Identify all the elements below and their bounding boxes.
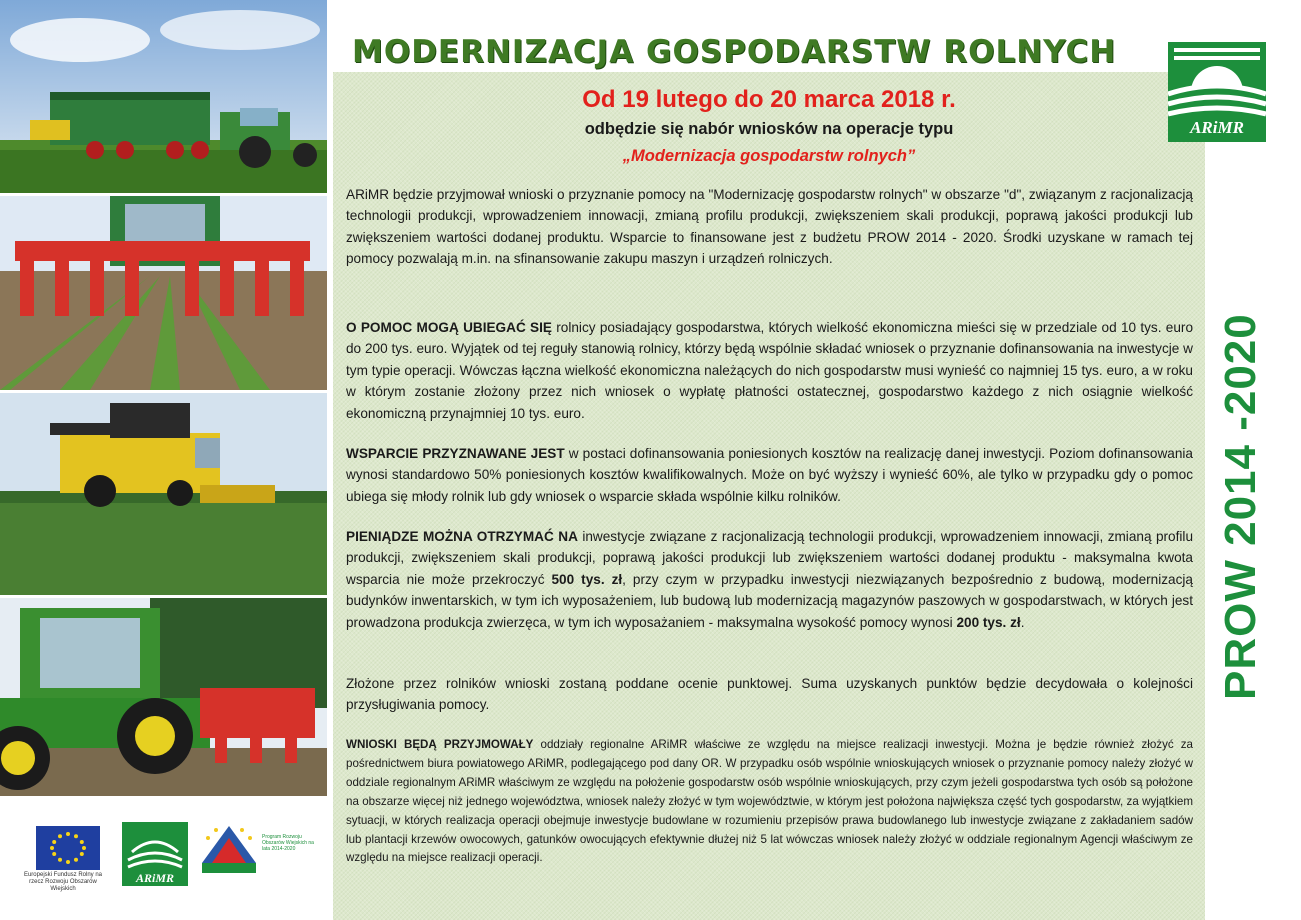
sub-line: odbędzie się nabór wniosków na operacje typu	[584, 120, 954, 138]
operation-name: „Modernizacja gospodarstw rolnych”	[622, 147, 916, 165]
max-amount: 500 tys. zł	[551, 571, 623, 587]
paragraph-body: w postaci dofinansowania poniesionych kosztów na realizację danej inwestycji. Poziom dofinansowania wynosi standardowo 50% poniesionych kosztów kwalifikowalnych. Może on być wyższy i wynieść 60%, ale tylko w przypadku gdy o pomoc ubiega się młody rolnik lub gdy wniosek o wsparcie składa wspólnie kilku rolników.	[346, 446, 1193, 504]
eu-flag-icon	[36, 826, 100, 870]
paragraph-funding	[346, 526, 1193, 633]
eu-caption: Europejski Fundusz Rolny na rzecz Rozwoju Obszarów Wiejskich	[23, 872, 103, 892]
paragraph-body: , przy czym w przypadku inwestycji niezwiązanych bezpośrednio z budową, modernizacją budynków inwentarskich, w tym ich wyposażeniem, lub budową lub modernizacją magazynów paszowych w gospodarstwach, w których jest prowadzona produkcja zwierzęca, w tym ich wyposażaniem - maksymalna wysokość pomocy wynosi	[346, 571, 1193, 630]
paragraph-eligibility	[346, 317, 1193, 424]
prow-logo	[196, 818, 316, 888]
paragraph-support	[346, 443, 1193, 507]
photo-combine-harvester	[0, 393, 327, 595]
paragraph-submission	[346, 736, 1193, 868]
paragraph-intro: ARiMR będzie przyjmował wnioski o przyznanie pomocy na "Modernizację gospodarstw rolnych" w obszarze "d", związanym z racjonalizacją technologii produkcji, wprowadzeniem innowacji, zmianą profilu produkcji, zwiększeniem skali produkcji, poprawą jakości produkcji lub zwiększeniem wartości dodanej produktu. Wsparcie to finansowane jest z budżetu PROW 2014 - 2020. Środki uzyskane w ramach tej pomocy pozwalają m.in. na sfinansowanie zakupu maszyn i urządzeń rolniczych.	[346, 187, 1193, 267]
paragraph-lead: WSPARCIE PRZYZNAWANE JEST	[346, 446, 565, 461]
paragraph-evaluation: Złożone przez rolników wnioski zostaną poddane ocenie punktowej. Suma uzyskanych punktów będzie decydowała o kolejności przysługiwania pomocy.	[346, 676, 1193, 713]
paragraph-body: inwestycje związane z racjonalizacją technologii produkcji, wprowadzeniem innowacji, zmianą profilu produkcji, zwiększeniem skali produkcji, poprawą jakości produkcji lub zwiększeniem wartości dodanej produktu - maksymalna kwota wsparcia nie może przekroczyć	[346, 529, 1193, 587]
photo-harvester-with-trailer	[0, 0, 327, 193]
eu-logo	[18, 818, 108, 890]
arimr-logo	[1168, 42, 1266, 142]
max-amount-reduced: 200 tys. zł	[956, 614, 1021, 630]
prow-emblem-icon	[196, 818, 262, 888]
paragraph-body: .	[1020, 614, 1025, 630]
sponsor-logos	[18, 818, 318, 898]
paragraph-body: oddziały regionalne ARiMR właściwe ze względu na miejsce realizacji inwestycji. Można je będzie również złożyć za pośrednictwem biura powiatowego ARiMR, podlegającego pod dany OR. W przypadku osób wspólnie wnioskujących wniosek o przyznanie pomocy należy złożyć w oddziale regionalnym ARiMR właściwym ze względu na położenie gospodarstw osób wspólnie wnioskujących, przy czym jeżeli gospodarstwa tych osób są położone na obszarze więcej niż jednego województwa, wniosek należy złożyć w tym województwie, w którym jest położona największa część tych gospodarstw, za wyjątkiem sytuacji, w których realizacja operacji obejmuje inwestycje budowlane w rozumieniu przepisów prawa budowlanego lub inwestycje związane z zakładaniem sadów lub plantacji krzewów owocowych, gatunków owocujących efektywnie dłużej niż 5 lat wówczas wniosek należy złożyć w oddziale regionalnym Agencji właściwym ze względu na miejsce realizacji operacji.	[346, 738, 1193, 865]
prow-caption: Program Rozwoju Obszarów Wiejskich na lata 2014-2020	[262, 834, 314, 852]
prow-vertical-label: PROW 2014 -2020	[1216, 313, 1265, 700]
paragraph-body: rolnicy posiadający gospodarstwa, których wielkość ekonomiczna mieści się w przedziale od 10 tys. euro do 200 tys. euro. Wyjątek od tej reguły stanowią rolnicy, którzy będą wspólnie składać wniosek o przyznanie dofinansowania na inwestycje w tym typie operacji. Wówczas łączna wielkość ekonomiczna należących do nich gospodarstw musi wynieść co najmniej 15 tys. euro, a w roku w którym zostanie złożony przez nich wniosek o wypłatę płatności ostatecznej, gospodarstwo każdego z nich osiągnie wielkość ekonomiczną przynajmniej 10 tys. euro.	[346, 320, 1193, 421]
arimr-small-logo	[122, 822, 188, 886]
date-line: Od 19 lutego do 20 marca 2018 r.	[582, 86, 956, 113]
paragraph-lead: WNIOSKI BĘDĄ PRZYJMOWAŁY	[346, 738, 534, 751]
photo-green-tractor	[0, 598, 327, 796]
paragraph-lead: O POMOC MOGĄ UBIEGAĆ SIĘ	[346, 320, 552, 335]
page-title: MODERNIZACJA GOSPODARSTW ROLNYCH	[352, 34, 1117, 70]
paragraph-lead: PIENIĄDZE MOŻNA OTRZYMAĆ NA	[346, 529, 578, 544]
arimr-logo-text: ARiMR	[1190, 118, 1244, 137]
photo-planter-in-field	[0, 196, 327, 390]
arimr-small-text: ARiMR	[135, 871, 175, 885]
